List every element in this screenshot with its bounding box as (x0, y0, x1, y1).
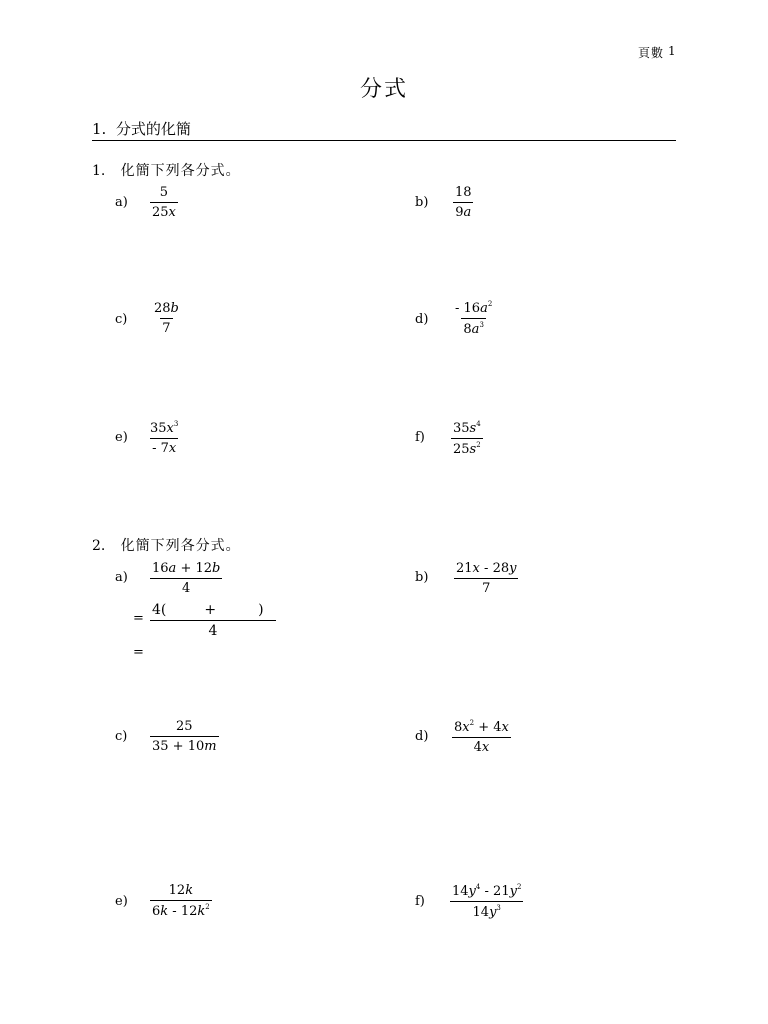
term-var: x (472, 561, 480, 576)
fraction-2e (150, 884, 212, 918)
section-number: 1. (92, 120, 107, 138)
term-coef: 6 (152, 904, 161, 919)
term-var: k (197, 904, 206, 919)
term-var: a (168, 561, 177, 576)
term-var: m (204, 739, 217, 754)
item-label: f) (415, 894, 425, 909)
term-var: x (501, 720, 509, 735)
item-label: a) (115, 570, 128, 585)
term-var: y (509, 561, 517, 576)
denominator-exp: 2 (476, 441, 481, 449)
denominator-var: x (168, 205, 176, 220)
item-label: b) (415, 570, 429, 585)
term-coef: 8 (454, 720, 463, 735)
numerator-var: x (166, 421, 174, 436)
fraction-1d (453, 301, 494, 336)
page-label: 頁數 (638, 46, 665, 60)
numerator-coef: 28 (154, 301, 171, 316)
item-label: b) (415, 195, 429, 210)
operator: - (479, 561, 493, 576)
numerator-var: s (469, 421, 477, 436)
term-coef: 4 (493, 720, 502, 735)
numerator-var: b (170, 301, 179, 316)
item-label: e) (115, 894, 128, 909)
operator: + (176, 561, 196, 576)
denominator: 4 (182, 581, 191, 596)
page-number: 1 (668, 44, 676, 58)
term-const: 35 (152, 739, 169, 754)
term-coef: 12 (180, 904, 198, 919)
numerator-exp: 3 (173, 420, 179, 428)
term-coef: 28 (492, 561, 510, 576)
term-var: b (212, 561, 221, 576)
item-label: c) (115, 312, 128, 327)
denominator-exp: 3 (496, 904, 501, 912)
item-label: e) (115, 430, 128, 445)
section-heading (92, 118, 191, 139)
item-label: c) (115, 729, 128, 744)
term-var: y (509, 884, 517, 899)
denominator-coef: 8 (463, 322, 472, 337)
denominator-coef: 4 (473, 740, 482, 755)
numerator-var: k (185, 883, 194, 898)
section-title: 分式的化簡 (115, 120, 191, 138)
item-label: a) (115, 195, 128, 210)
numerator-coef: 35 (453, 421, 470, 436)
page-title: 分式 (359, 77, 408, 102)
numerator-exp: 2 (487, 300, 493, 308)
term-exp: 4 (475, 883, 481, 891)
fraction-1a (150, 186, 178, 219)
denominator-var: a (471, 322, 480, 337)
item-label: f) (415, 430, 425, 445)
fraction-2d (452, 720, 511, 754)
term-coef: 10 (187, 739, 205, 754)
fraction-1e (148, 421, 180, 455)
term-coef: 16 (152, 561, 169, 576)
denominator-var: s (469, 442, 477, 457)
numerator-exp: 4 (476, 420, 481, 428)
fraction-2f (450, 884, 523, 919)
denominator-coef: - 7 (152, 441, 169, 456)
paren-open: 4( (152, 602, 167, 618)
fraction-2c (150, 720, 219, 753)
denominator-var: a (463, 205, 472, 220)
question-2-heading (92, 535, 241, 555)
numerator: 18 (455, 185, 472, 200)
numerator-coef: 12 (168, 883, 186, 898)
denominator-coef: 9 (455, 205, 464, 220)
denominator: 7 (162, 321, 171, 336)
denominator-coef: 14 (472, 905, 490, 920)
numerator: 25 (176, 719, 193, 734)
term-exp: 2 (516, 883, 522, 891)
denominator-exp: 3 (479, 321, 484, 329)
section-divider (92, 140, 676, 141)
denominator-coef: 25 (152, 205, 169, 220)
operator: - (480, 884, 494, 899)
operator: + (474, 720, 494, 735)
operator: + (168, 739, 188, 754)
plus-sign: + (204, 602, 217, 618)
working-fraction (150, 603, 276, 638)
denominator-coef: 25 (453, 442, 470, 457)
operator: - (168, 904, 181, 919)
denominator-var: y (489, 905, 497, 920)
fraction-2b (454, 562, 518, 595)
term-exp: 2 (469, 719, 475, 727)
question-1-heading (92, 160, 241, 180)
fraction-1c (152, 302, 181, 335)
fraction-2a (150, 562, 222, 595)
paren-close: ) (258, 602, 264, 618)
numerator: 5 (159, 185, 169, 200)
denominator-var: x (168, 441, 177, 456)
item-label: d) (415, 312, 429, 327)
question-text: 化簡下列各分式。 (120, 538, 241, 554)
term-coef: 21 (493, 884, 510, 899)
term-var: x (462, 720, 470, 735)
equals-sign: = (133, 611, 144, 626)
term-coef: 14 (452, 884, 469, 899)
fraction-1f (451, 421, 483, 456)
term-coef: 12 (195, 561, 213, 576)
denominator: 7 (482, 581, 491, 596)
fraction-1b (453, 186, 474, 219)
denominator: 4 (208, 623, 218, 639)
term-var: k (160, 904, 169, 919)
term-var: y (468, 884, 476, 899)
question-number: 1. (92, 163, 106, 179)
question-text: 化簡下列各分式。 (120, 163, 241, 179)
term-coef: 21 (456, 561, 473, 576)
denominator-var: x (481, 740, 490, 755)
term-exp: 2 (205, 903, 210, 911)
equals-sign: = (133, 645, 144, 660)
numerator-coef: 35 (150, 421, 167, 436)
question-number: 2. (92, 538, 106, 554)
numerator-coef: - 16 (455, 301, 481, 316)
numerator-var: a (480, 301, 488, 316)
item-label: d) (415, 729, 429, 744)
